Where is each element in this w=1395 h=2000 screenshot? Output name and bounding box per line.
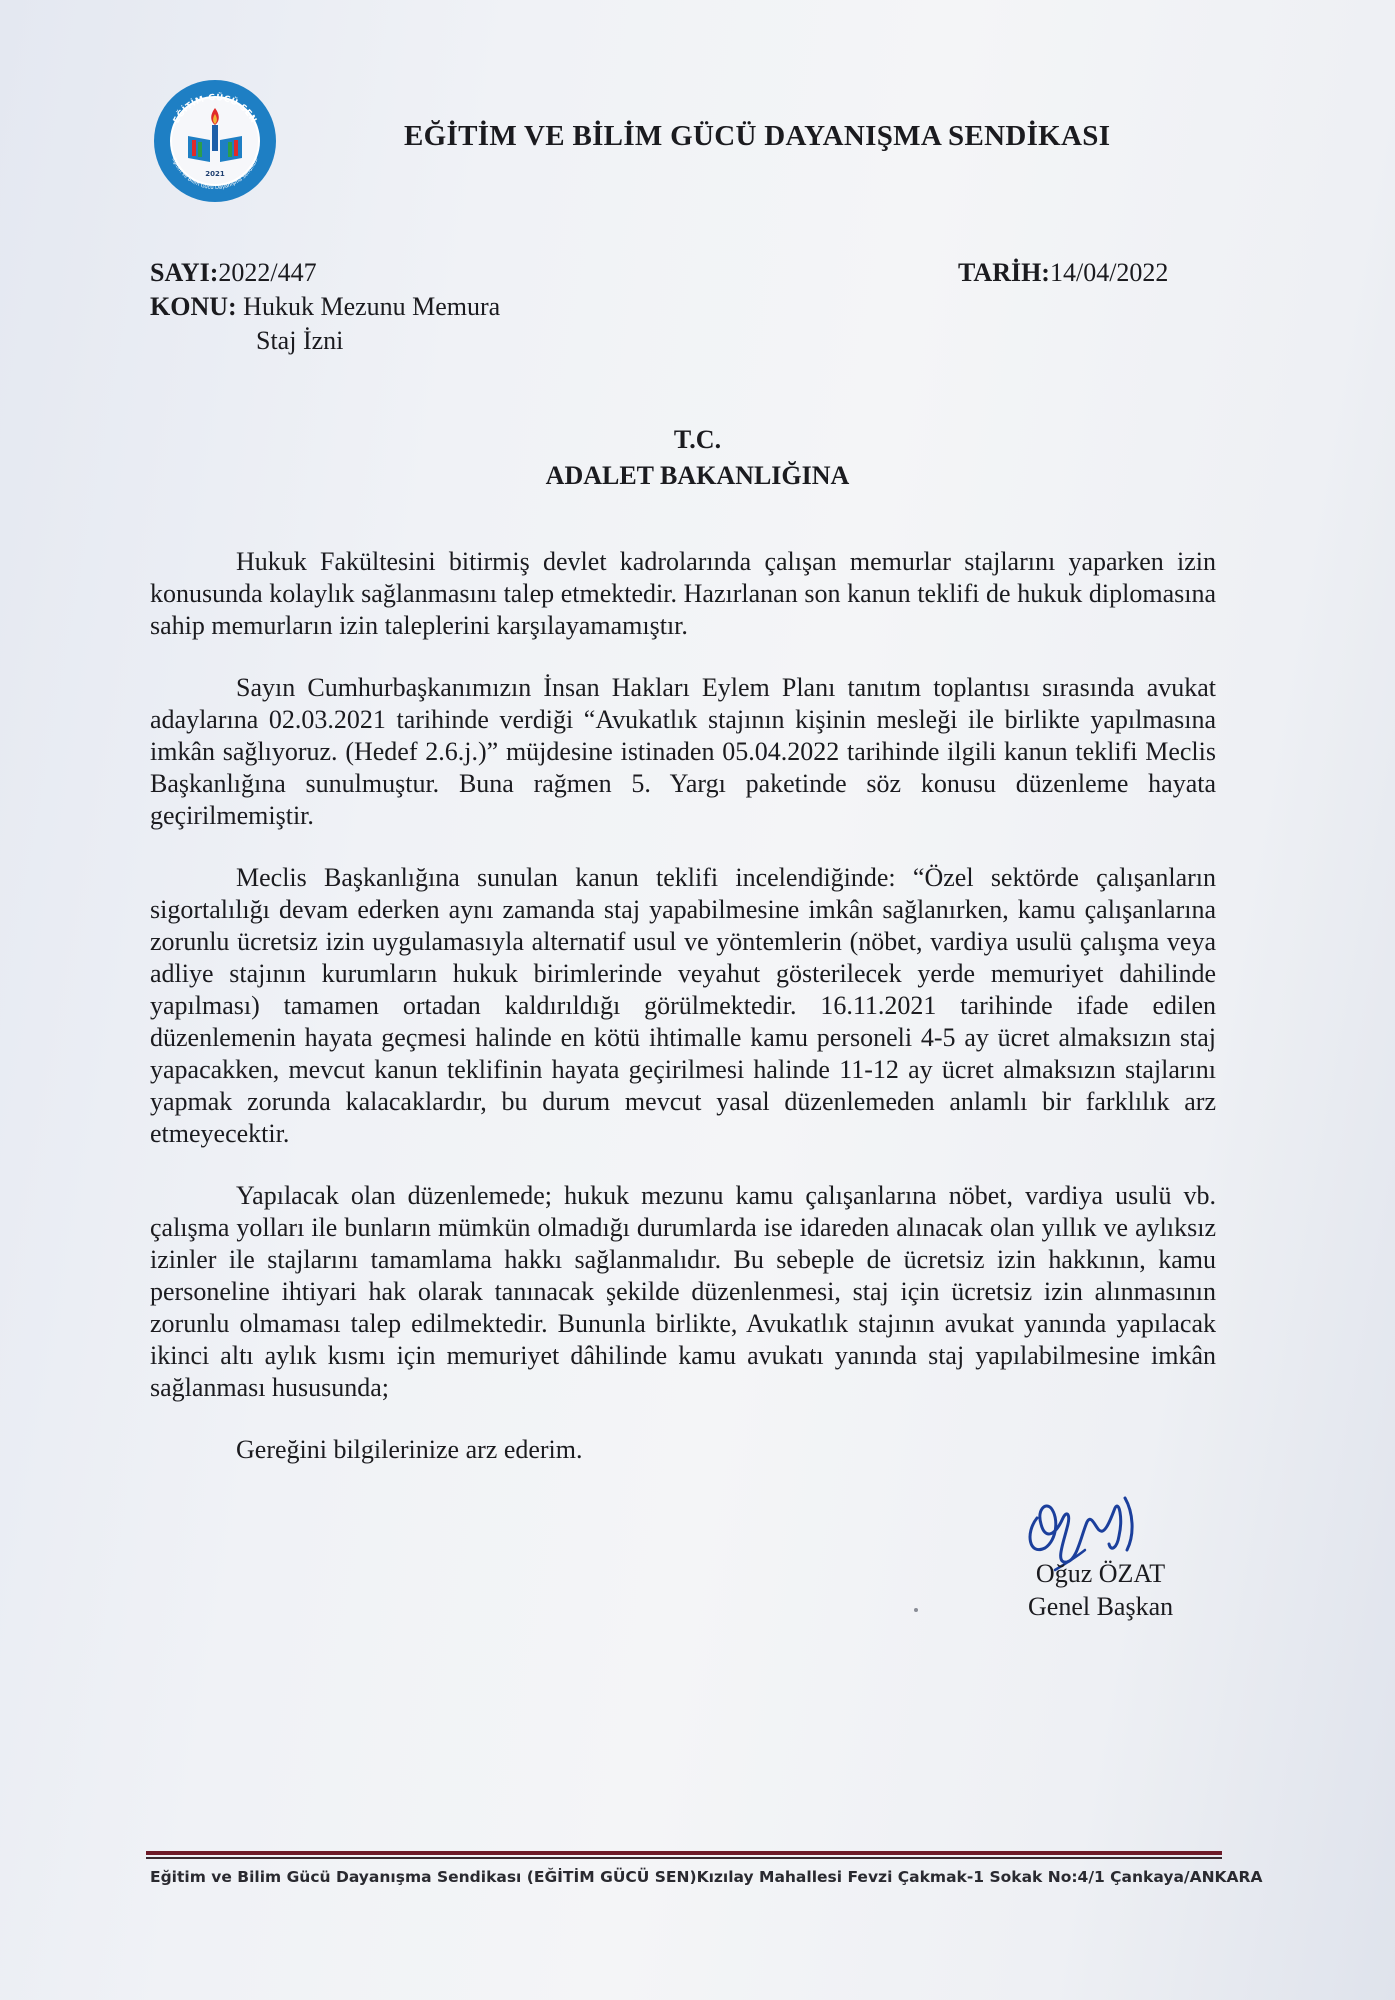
paper-speck xyxy=(914,1608,918,1612)
letter-meta-left xyxy=(150,256,500,358)
logo-year: 2021 xyxy=(205,170,225,178)
paragraph-3: Meclis Başkanlığına sunulan kanun teklifi incelendiğinde: “Özel sektörde çalışanların sigortalılığı devam ederken aynı zamanda staj yapabilmesine imkân sağlanırken, kamu çalışanlarına zorunlu ücretsiz izin uygulamasıyla alternatif usul ve yöntemlerin (nöbet, vardiya usulü çalışma veya adliye stajının kurumların hukuk birimlerinde veyahut gösterilecek yerde memuriyet dahilinde yapılması) tamamen ortadan kaldırıldığı görülmektedir. 16.11.2021 tarihinde ifade edilen düzenlemenin hayata geçmesi halinde en kötü ihtimalle kamu personeli 4-5 ay ücret almaksızın staj yapacakken, mevcut kanun teklifinin hayata geçirilmesi halinde 11-12 ay ücret almaksızın stajlarını yapmak zorunda kalacaklardır, bu durum mevcut yasal düzenlemeden anlamlı bir farklılık arz etmeyecektir. xyxy=(150,863,1216,1148)
konu-label: KONU: xyxy=(150,292,237,321)
union-logo xyxy=(152,78,278,204)
konu-line-2: Staj İzni xyxy=(256,326,344,355)
sayi-label: SAYI: xyxy=(150,258,219,287)
signatory-block xyxy=(1028,1557,1173,1623)
paragraph-2: Sayın Cumhurbaşkanımızın İnsan Hakları Eylem Planı tanıtım toplantısı sırasında avukat adaylarına 02.03.2021 tarihinde verdiği “Avukatlık stajının kişinin mesleği ile birlikte yapılmasına imkân sağlıyoruz. (Hedef 2.6.j.)” müjdesine istinaden 05.04.2022 tarihinde ilgili kanun teklifi Meclis Başkanlığına sunulmuştur. Buna rağmen 5. Yargı paketinde söz konusu düzenleme hayata geçirilmemiştir. xyxy=(150,673,1216,830)
tarih-label: TARİH: xyxy=(958,258,1050,287)
konu-line-1: Hukuk Mezunu Memura xyxy=(243,292,501,321)
tarih-value: 14/04/2022 xyxy=(1049,258,1169,287)
organization-title: EĞİTİM VE BİLİM GÜCÜ DAYANIŞMA SENDİKASI xyxy=(404,120,1111,152)
sayi-row xyxy=(150,256,500,290)
addressee xyxy=(0,422,1395,494)
footer-divider xyxy=(146,1851,1222,1855)
letter-date xyxy=(958,256,1168,290)
footer-address: Eğitim ve Bilim Gücü Dayanışma Sendikası (EĞİTİM GÜCÜ SEN)Kızılay Mahallesi Fevzi Çakmak-1 Sokak No:4/1 Çankaya/ANKARA xyxy=(150,1868,1263,1886)
paragraph-4: Yapılacak olan düzenlemede; hukuk mezunu kamu çalışanlarına nöbet, vardiya usulü vb. çalışma yolları ile bunların mümkün olmadığı durumlarda ise idareden alınacak olan yıllık ve aylıksız izinler ile stajlarını tamamlama hakkı sağlanmalıdır. Bu sebeple de ücretsiz izin hakkının, kamu personeline ihtiyari hak olarak tanınacak şekilde düzenlenmesi, staj için ücretsiz izin alınmasının zorunlu olmaması talep edilmektedir. Bununla birlikte, Avukatlık stajının avukat yanında yapılacak ikinci altı aylık kısmı için memuriyet dâhilinde kamu avukatı yanında staj yapılabilmesine imkân sağlanması hususunda; xyxy=(150,1181,1216,1402)
sayi-value: 2022/447 xyxy=(218,258,317,287)
paragraph-5: Gereğini bilgilerinize arz ederim. xyxy=(236,1435,583,1464)
signatory-name: Oğuz ÖZAT xyxy=(1035,1559,1166,1588)
logo-text-top: EĞİTİM GÜCÜ SEN xyxy=(171,92,259,126)
paragraph-1: Hukuk Fakültesini bitirmiş devlet kadrolarında çalışan memurlar stajlarını yaparken izin konusunda kolaylık sağlanmasını talep etmektedir. Hazırlanan son kanun teklifi de hukuk diplomasına sahip memurların izin taleplerini karşılayamamıştır. xyxy=(150,547,1216,640)
addressee-line-1: T.C. xyxy=(673,425,722,454)
addressee-line-2: ADALET BAKANLIĞINA xyxy=(545,461,850,490)
footer-divider-thin xyxy=(146,1857,1222,1859)
signatory-title: Genel Başkan xyxy=(1028,1592,1174,1621)
logo-text-bottom: Eğitim ve Bilim Gücü Dayanışma Sendikası xyxy=(170,157,260,192)
letter-body xyxy=(150,546,1216,1496)
konu-row xyxy=(150,290,500,324)
